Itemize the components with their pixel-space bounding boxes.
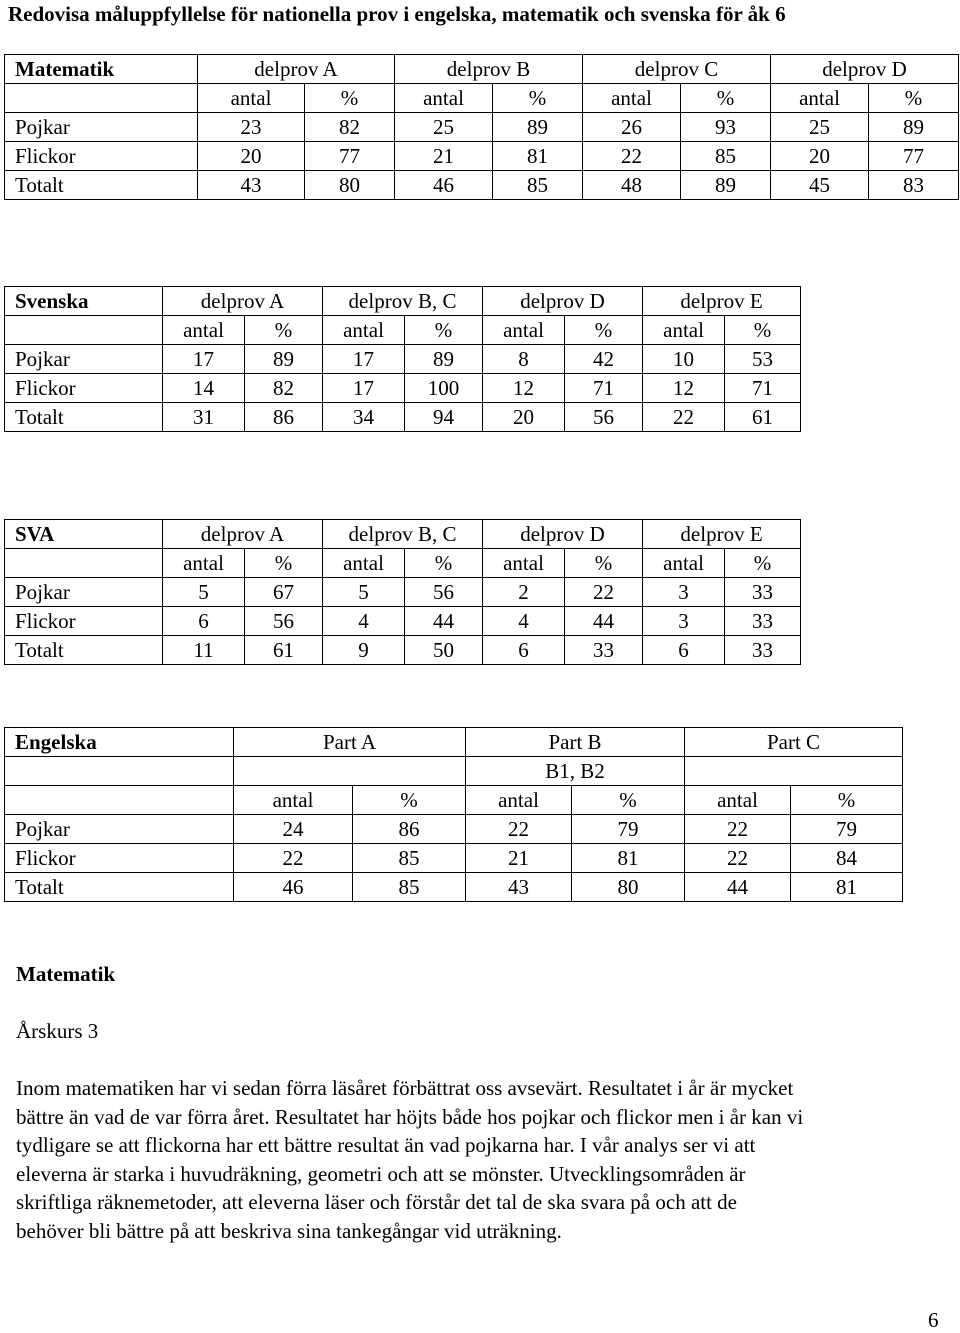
table-cell: 17: [163, 345, 245, 374]
table-cell: 17: [323, 374, 405, 403]
page-title: Redovisa måluppfyllelse för nationella prov i engelska, matematik och svenska för åk 6: [8, 2, 786, 26]
table-cell: 8: [483, 345, 565, 374]
table-cell: 85: [353, 873, 466, 902]
table-cell: 43: [198, 171, 305, 200]
subheader-cell: %: [565, 549, 643, 578]
table-cell: 79: [791, 815, 903, 844]
group-header: Part C: [685, 728, 903, 757]
table-header-row: [5, 728, 903, 757]
table-cell: 44: [565, 607, 643, 636]
group-header: delprov D: [483, 520, 643, 549]
table-cell: 14: [163, 374, 245, 403]
subheader-cell: antal: [323, 549, 405, 578]
table-cell: 77: [869, 142, 959, 171]
table-cell: 89: [681, 171, 771, 200]
table-cell: 53: [725, 345, 801, 374]
table-cell: 42: [565, 345, 643, 374]
table-cell: 12: [483, 374, 565, 403]
table-cell: 81: [791, 873, 903, 902]
table-subheader-row: [5, 786, 903, 815]
table-cell: 93: [681, 113, 771, 142]
table-row: [5, 844, 903, 873]
group-header: delprov A: [198, 55, 395, 84]
group-header: delprov B, C: [323, 520, 483, 549]
svenska-table: [4, 286, 801, 432]
table-cell: 84: [791, 844, 903, 873]
table-cell: 6: [483, 636, 565, 665]
subheader-cell: %: [725, 549, 801, 578]
table-cell: 20: [198, 142, 305, 171]
table-cell: 80: [572, 873, 685, 902]
row-label: Flickor: [5, 142, 198, 171]
table-cell: 34: [323, 403, 405, 432]
row-label: Pojkar: [5, 578, 163, 607]
section-heading: Matematik: [16, 962, 116, 986]
table-cell: 26: [583, 113, 681, 142]
table-cell: 17: [323, 345, 405, 374]
table-cell: 67: [245, 578, 323, 607]
table-cell: 81: [493, 142, 583, 171]
table-cell: 23: [198, 113, 305, 142]
table-row: [5, 815, 903, 844]
table-cell: 82: [245, 374, 323, 403]
table-cell: 22: [685, 844, 791, 873]
table-cell: 20: [771, 142, 869, 171]
table-cell: 56: [405, 578, 483, 607]
table-cell: 22: [643, 403, 725, 432]
table-cell: 77: [305, 142, 395, 171]
table-cell: 3: [643, 607, 725, 636]
table-cell: 89: [493, 113, 583, 142]
table-row: [5, 142, 959, 171]
table-cell: 81: [572, 844, 685, 873]
table-cell: 61: [725, 403, 801, 432]
subheader-cell: %: [869, 84, 959, 113]
page-number: 6: [928, 1308, 939, 1332]
table-cell: 22: [583, 142, 681, 171]
table-cell: 44: [685, 873, 791, 902]
table-row: [5, 374, 801, 403]
subheader-cell: antal: [466, 786, 572, 815]
table-cell: 85: [493, 171, 583, 200]
table-cell: 5: [163, 578, 245, 607]
table-cell: 80: [305, 171, 395, 200]
paragraph-line: Inom matematiken har vi sedan förra läsåret förbättrat oss avsevärt. Resultatet i år är mycket: [16, 1076, 794, 1100]
table-cell: 4: [323, 607, 405, 636]
table-cell: 4: [483, 607, 565, 636]
table-header-row: [5, 55, 959, 84]
table-cell: 6: [643, 636, 725, 665]
group-header: delprov A: [163, 520, 323, 549]
table-row: [5, 873, 903, 902]
table-cell: 2: [483, 578, 565, 607]
table-cell: 24: [234, 815, 353, 844]
table-cell: 85: [353, 844, 466, 873]
table-cell: 25: [771, 113, 869, 142]
group-subheader: B1, B2: [466, 757, 685, 786]
subheader-cell: %: [791, 786, 903, 815]
table-cell: 22: [565, 578, 643, 607]
sva-table: [4, 519, 801, 665]
table-row: [5, 607, 801, 636]
row-label: Pojkar: [5, 345, 163, 374]
table-cell: 22: [685, 815, 791, 844]
table-cell: 86: [353, 815, 466, 844]
table-cell: 50: [405, 636, 483, 665]
group-header: delprov D: [483, 287, 643, 316]
group-header: delprov D: [771, 55, 959, 84]
subheader-cell: antal: [685, 786, 791, 815]
subheader-cell: antal: [483, 316, 565, 345]
table-subheader-row: [5, 549, 801, 578]
table-cell: 94: [405, 403, 483, 432]
group-header: delprov B, C: [323, 287, 483, 316]
subheader-cell: antal: [395, 84, 493, 113]
table-cell: 85: [681, 142, 771, 171]
table-cell: 5: [323, 578, 405, 607]
subheader-cell: %: [681, 84, 771, 113]
table-row: [5, 403, 801, 432]
subheader-cell: %: [565, 316, 643, 345]
table-cell: 9: [323, 636, 405, 665]
subheader-cell: antal: [163, 316, 245, 345]
row-label: Flickor: [5, 844, 234, 873]
subheader-cell: antal: [163, 549, 245, 578]
engelska-table: [4, 727, 903, 902]
paragraph-line: bättre än vad de var förra året. Resultatet har höjts både hos pojkar och flickor men i år kan vi: [16, 1104, 804, 1129]
group-header: delprov E: [643, 520, 801, 549]
subheader-cell: %: [405, 549, 483, 578]
row-label: Flickor: [5, 607, 163, 636]
table-row: [5, 171, 959, 200]
group-header: delprov B: [395, 55, 583, 84]
table-cell: 21: [466, 844, 572, 873]
subheader-cell: antal: [643, 549, 725, 578]
subheader-cell: %: [245, 549, 323, 578]
table-cell: 46: [234, 873, 353, 902]
subheader-cell: %: [493, 84, 583, 113]
table-cell: 46: [395, 171, 493, 200]
table-subheader-row: [5, 84, 959, 113]
table-heading: SVA: [5, 520, 163, 549]
table-cell: 89: [245, 345, 323, 374]
table-cell: 11: [163, 636, 245, 665]
table-cell: 79: [572, 815, 685, 844]
table-group-sub-row: [5, 757, 903, 786]
group-header: delprov C: [583, 55, 771, 84]
table-subheader-row: [5, 316, 801, 345]
table-cell: 25: [395, 113, 493, 142]
table-heading: Svenska: [5, 287, 163, 316]
table-row: [5, 113, 959, 142]
group-header: Part A: [234, 728, 466, 757]
row-label: Pojkar: [5, 113, 198, 142]
subheader-cell: %: [305, 84, 395, 113]
subheader-cell: %: [572, 786, 685, 815]
table-cell: 6: [163, 607, 245, 636]
table-cell: 22: [466, 815, 572, 844]
row-label: Totalt: [5, 403, 163, 432]
subheader-cell: antal: [583, 84, 681, 113]
table-cell: 33: [565, 636, 643, 665]
subheader-cell: antal: [198, 84, 305, 113]
table-cell: 71: [725, 374, 801, 403]
group-header: delprov A: [163, 287, 323, 316]
table-header-row: [5, 520, 801, 549]
table-cell: 56: [245, 607, 323, 636]
paragraph-line: skriftliga räknemetoder, att eleverna läser och förstår det tal de ska svara på och att de: [16, 1190, 738, 1214]
table-cell: 71: [565, 374, 643, 403]
table-cell: 31: [163, 403, 245, 432]
table-cell: 43: [466, 873, 572, 902]
subheader-cell: %: [725, 316, 801, 345]
table-cell: 100: [405, 374, 483, 403]
subheader-cell: antal: [234, 786, 353, 815]
table-cell: 20: [483, 403, 565, 432]
section-subheading: Årskurs 3: [16, 1019, 99, 1043]
subheader-cell: antal: [771, 84, 869, 113]
subheader-cell: %: [353, 786, 466, 815]
table-cell: 33: [725, 607, 801, 636]
subheader-cell: antal: [483, 549, 565, 578]
paragraph-line: behöver bli bättre på att beskriva sina tankegångar vid uträkning.: [16, 1218, 562, 1243]
group-header: Part B: [466, 728, 685, 757]
group-header: delprov E: [643, 287, 801, 316]
row-label: Flickor: [5, 374, 163, 403]
table-row: [5, 345, 801, 374]
subheader-cell: antal: [323, 316, 405, 345]
row-label: Totalt: [5, 636, 163, 665]
row-label: Totalt: [5, 873, 234, 902]
table-cell: 45: [771, 171, 869, 200]
table-cell: 12: [643, 374, 725, 403]
table-cell: 48: [583, 171, 681, 200]
table-cell: 56: [565, 403, 643, 432]
table-cell: 33: [725, 636, 801, 665]
table-cell: 44: [405, 607, 483, 636]
paragraph-line: tydligare se att flickorna har ett bättre resultat än vad pojkarna har. I vår analys ser vi att: [16, 1133, 756, 1157]
table-cell: 33: [725, 578, 801, 607]
table-cell: 89: [405, 345, 483, 374]
table-cell: 86: [245, 403, 323, 432]
table-cell: 89: [869, 113, 959, 142]
table-header-row: [5, 287, 801, 316]
matematik-table: [4, 54, 959, 200]
table-cell: 83: [869, 171, 959, 200]
table-row: [5, 578, 801, 607]
table-heading: Matematik: [5, 55, 198, 84]
subheader-cell: %: [405, 316, 483, 345]
table-cell: 10: [643, 345, 725, 374]
table-heading: Engelska: [5, 728, 234, 757]
subheader-cell: %: [245, 316, 323, 345]
section-paragraph: [16, 1074, 946, 1245]
table-cell: 21: [395, 142, 493, 171]
row-label: Pojkar: [5, 815, 234, 844]
table-cell: 22: [234, 844, 353, 873]
table-cell: 82: [305, 113, 395, 142]
table-cell: 61: [245, 636, 323, 665]
subheader-cell: antal: [643, 316, 725, 345]
table-row: [5, 636, 801, 665]
table-cell: 3: [643, 578, 725, 607]
row-label: Totalt: [5, 171, 198, 200]
paragraph-line: eleverna är starka i huvudräkning, geometri och att se mönster. Utvecklingsområden är: [16, 1161, 746, 1186]
